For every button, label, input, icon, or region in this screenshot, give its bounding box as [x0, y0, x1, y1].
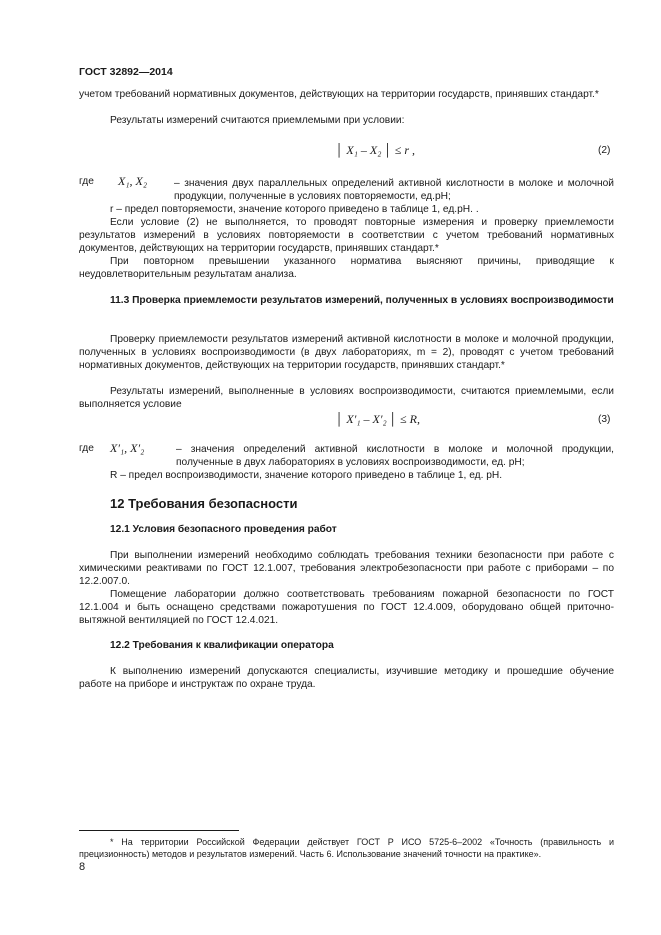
paragraph-8: Помещение лаборатории должно соответствовать требованиям пожарной безопасности по ГОСТ 12.1.004 и быть оснащено средствами пожаротушения по ГОСТ 12.4.009, оборудовано общей приточно-вытяжной вентиляцией по ГОСТ 12.4.021.: [79, 589, 614, 626]
paragraph-5: Проверку приемлемости результатов измерений активной кислотности в молоке и молочной продукции, полученных в условиях воспроизводимости (в двух лабораториях, m = 2), проводят с учетом требований нормативных документов, действующих на территории государств, принявших стандарт.*: [79, 334, 614, 371]
paragraph-4: При повторном превышении указанного норматива выясняют причины, приводящие к неудовлетворительным результатам анализа.: [79, 256, 614, 280]
R-definition: R – предел воспроизводимости, значение которого приведено в таблице 1, ед. pH.: [110, 470, 503, 481]
paragraph-7: При выполнении измерений необходимо соблюдать требования техники безопасности при работе с химическими реактивами по ГОСТ 12.1.007, требования электробезопасности при работе с приборами – по 12.2.007.0.: [79, 550, 614, 587]
document-header: ГОСТ 32892—2014: [79, 66, 173, 78]
footnote-divider: [79, 830, 239, 831]
where-text-1-line-a: [174, 177, 614, 203]
footnote: * На территории Российской Федерации действует ГОСТ Р ИСО 5725-6–2002 «Точность (правильность и прецизионность) методов и результатов измерений. Часть 6. Использование значений точности на практике».: [79, 837, 614, 859]
paragraph-3: Если условие (2) не выполняется, то проводят повторные измерения и проверку приемлемости результатов измерений в условиях повторяемости в соответствии с учетом требований нормативных документов, действующих на территории государств, принявших стандарт.*: [79, 217, 614, 254]
where-vars-2: X′₁, X′₂: [110, 441, 145, 455]
equation-3-number: (3): [598, 414, 611, 425]
where-label-2: где: [79, 443, 94, 454]
equation-2: │ X₁ – X₂ │ ≤ r ,: [336, 143, 416, 157]
equation-3: │ X′₁ – X′₂ │ ≤ R,: [336, 412, 420, 426]
where-label-1: где: [79, 176, 94, 187]
where-text-2-line-a: [176, 443, 614, 469]
paragraph-9: К выполнению измерений допускаются специалисты, изучившие методику и прошедшие обучение работе на приборе и инструктаж по охране труда.: [79, 666, 614, 690]
subsection-12-2: 12.2 Требования к квалификации оператора: [110, 640, 334, 651]
equation-2-number: (2): [598, 145, 611, 156]
where-text-2: – значения определений активной кислотности в молоке и молочной продукции, полученные в двух лабораториях в условиях воспроизводимости, ед. pH;: [176, 444, 614, 468]
paragraph-2: Результаты измерений считаются приемлемыми при условии:: [110, 115, 405, 126]
where-text-1: – значения двух параллельных определений активной кислотности в молоке и молочной продукции, полученные в условиях повторяемости, ед.pH;: [174, 178, 614, 202]
paragraph-1: учетом требований нормативных документов, действующих на территории государств, принявших стандарт.*: [79, 89, 599, 100]
subsection-11-3: 11.3 Проверка приемлемости результатов измерений, полученных в условиях воспроизводимости: [110, 295, 614, 306]
subsection-12-1: 12.1 Условия безопасного проведения работ: [110, 524, 337, 535]
section-12-heading: 12 Требования безопасности: [110, 496, 298, 511]
page-number: 8: [79, 861, 86, 873]
paragraph-6: Результаты измерений, выполненные в условиях воспроизводимости, считаются приемлемыми, если выполняется условие: [79, 386, 614, 410]
where-vars-1: X₁, X₂: [118, 174, 148, 188]
r-definition: r – предел повторяемости, значение которого приведено в таблице 1, ед.pH. .: [110, 204, 479, 215]
